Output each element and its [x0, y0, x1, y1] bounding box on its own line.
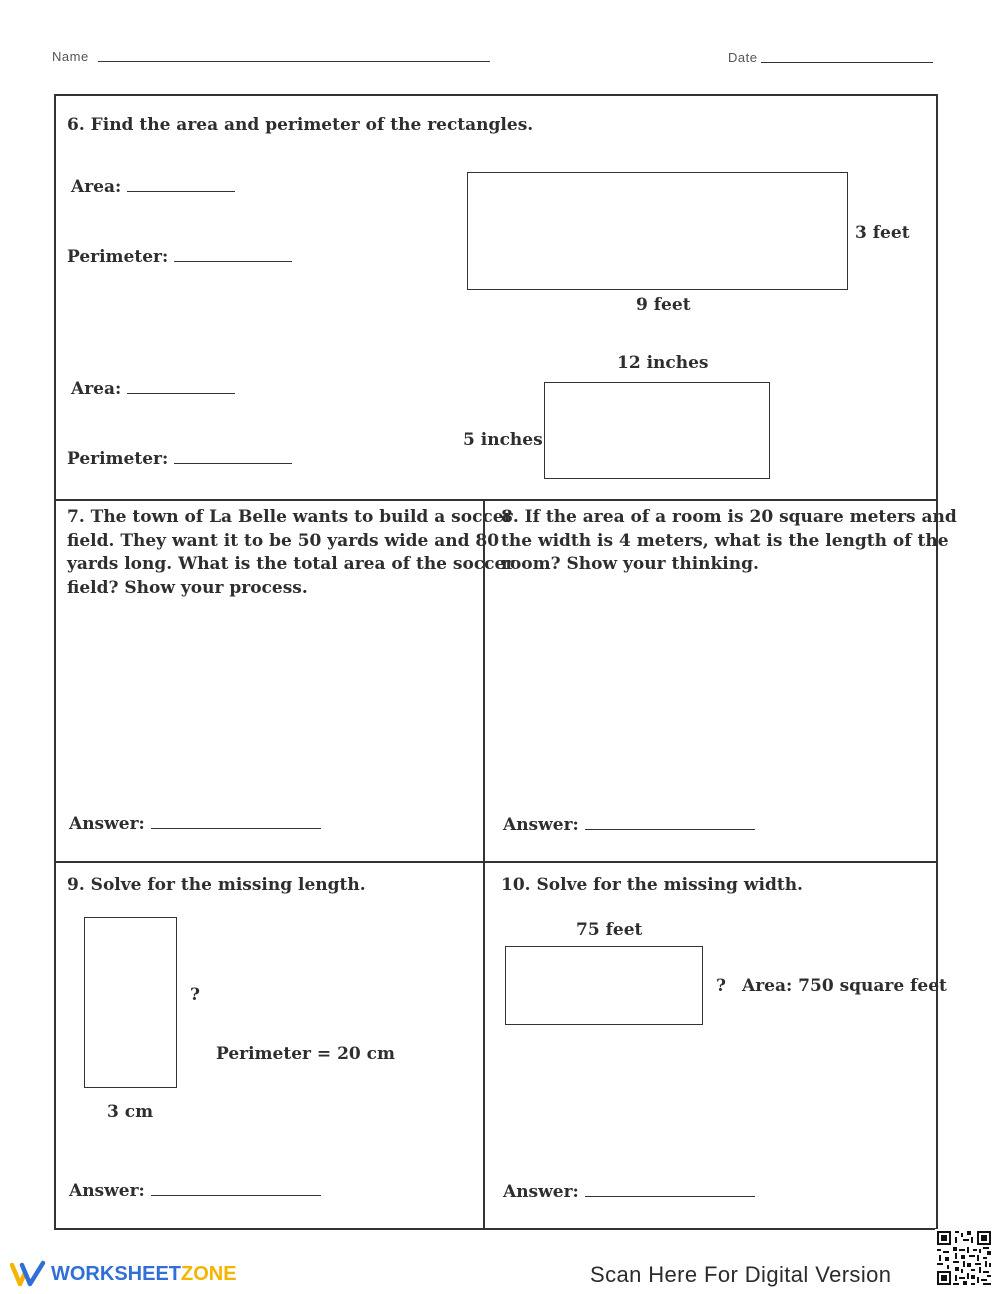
answer-label: Answer: — [503, 1182, 579, 1202]
q10-answer — [503, 1181, 755, 1205]
q9-rectangle — [84, 917, 177, 1088]
q6-rectangle-2 — [544, 382, 770, 479]
answer-blank[interactable] — [151, 1195, 321, 1196]
answer-blank[interactable] — [585, 829, 755, 830]
qr-code-icon[interactable] — [935, 1229, 993, 1287]
area-answer-blank[interactable] — [127, 191, 235, 192]
q6-area-1 — [71, 176, 235, 200]
q6-rectangle-1 — [467, 172, 848, 290]
name-label: Name — [52, 49, 89, 64]
perimeter-answer-blank[interactable] — [174, 463, 292, 464]
rect2-height-label: 5 inches — [463, 430, 543, 450]
area-label: Area: — [71, 379, 122, 399]
q7-answer — [69, 813, 321, 837]
q9-prompt: 9. Solve for the missing length. — [67, 875, 366, 895]
q8-answer — [503, 814, 755, 838]
perimeter-label: Perimeter: — [67, 449, 169, 469]
q7-line: field. They want it to be 50 yards wide and 80 — [67, 530, 500, 551]
q7-line: 7. The town of La Belle wants to build a soccer — [67, 507, 513, 527]
area-label: Area: — [71, 177, 122, 197]
q6-perimeter-1 — [67, 246, 292, 270]
answer-blank[interactable] — [151, 828, 321, 829]
q9-unknown-label: ? — [190, 985, 200, 1005]
name-field[interactable] — [98, 47, 490, 62]
worksheetzone-logo-icon — [10, 1260, 48, 1288]
rect1-width-label: 9 feet — [636, 295, 691, 315]
answer-label: Answer: — [503, 815, 579, 835]
answer-blank[interactable] — [585, 1196, 755, 1197]
date-label: Date — [728, 50, 758, 65]
q8-prompt — [501, 506, 957, 577]
perimeter-answer-blank[interactable] — [174, 261, 292, 262]
q10-area-label: Area: 750 square feet — [742, 976, 947, 996]
q6-prompt: 6. Find the area and perimeter of the rectangles. — [67, 115, 534, 135]
rect1-height-label: 3 feet — [855, 223, 910, 243]
q10-rectangle — [505, 946, 703, 1025]
q8-line: 8. If the area of a room is 20 square meters and — [501, 507, 957, 527]
q10-length-label: 75 feet — [576, 920, 643, 940]
q7-prompt — [67, 506, 514, 600]
q9-width-label: 3 cm — [107, 1102, 154, 1122]
brand-name: WORKSHEET — [51, 1262, 181, 1285]
divider-q6 — [54, 499, 938, 501]
q8-line: room? Show your thinking. — [501, 554, 759, 574]
q8-line: the width is 4 meters, what is the length of the — [501, 530, 949, 551]
area-answer-blank[interactable] — [127, 393, 235, 394]
q9-perimeter-label: Perimeter = 20 cm — [216, 1044, 395, 1064]
q6-perimeter-2 — [67, 448, 292, 472]
worksheetzone-logo[interactable] — [10, 1259, 237, 1289]
divider-vertical — [483, 499, 485, 1230]
q10-unknown-label: ? — [716, 976, 726, 996]
answer-label: Answer: — [69, 814, 145, 834]
divider-q9 — [54, 861, 938, 863]
scan-text: Scan Here For Digital Version — [590, 1262, 892, 1287]
q7-line: yards long. What is the total area of the soccer — [67, 554, 515, 574]
q6-area-2 — [71, 378, 235, 402]
date-field[interactable] — [761, 48, 933, 63]
q7-line: field? Show your process. — [67, 577, 308, 598]
perimeter-label: Perimeter: — [67, 247, 169, 267]
answer-label: Answer: — [69, 1181, 145, 1201]
q9-answer — [69, 1180, 321, 1204]
rect2-width-label: 12 inches — [617, 353, 709, 373]
brand-name-accent: ZONE — [181, 1262, 237, 1285]
q10-prompt: 10. Solve for the missing width. — [501, 875, 803, 895]
